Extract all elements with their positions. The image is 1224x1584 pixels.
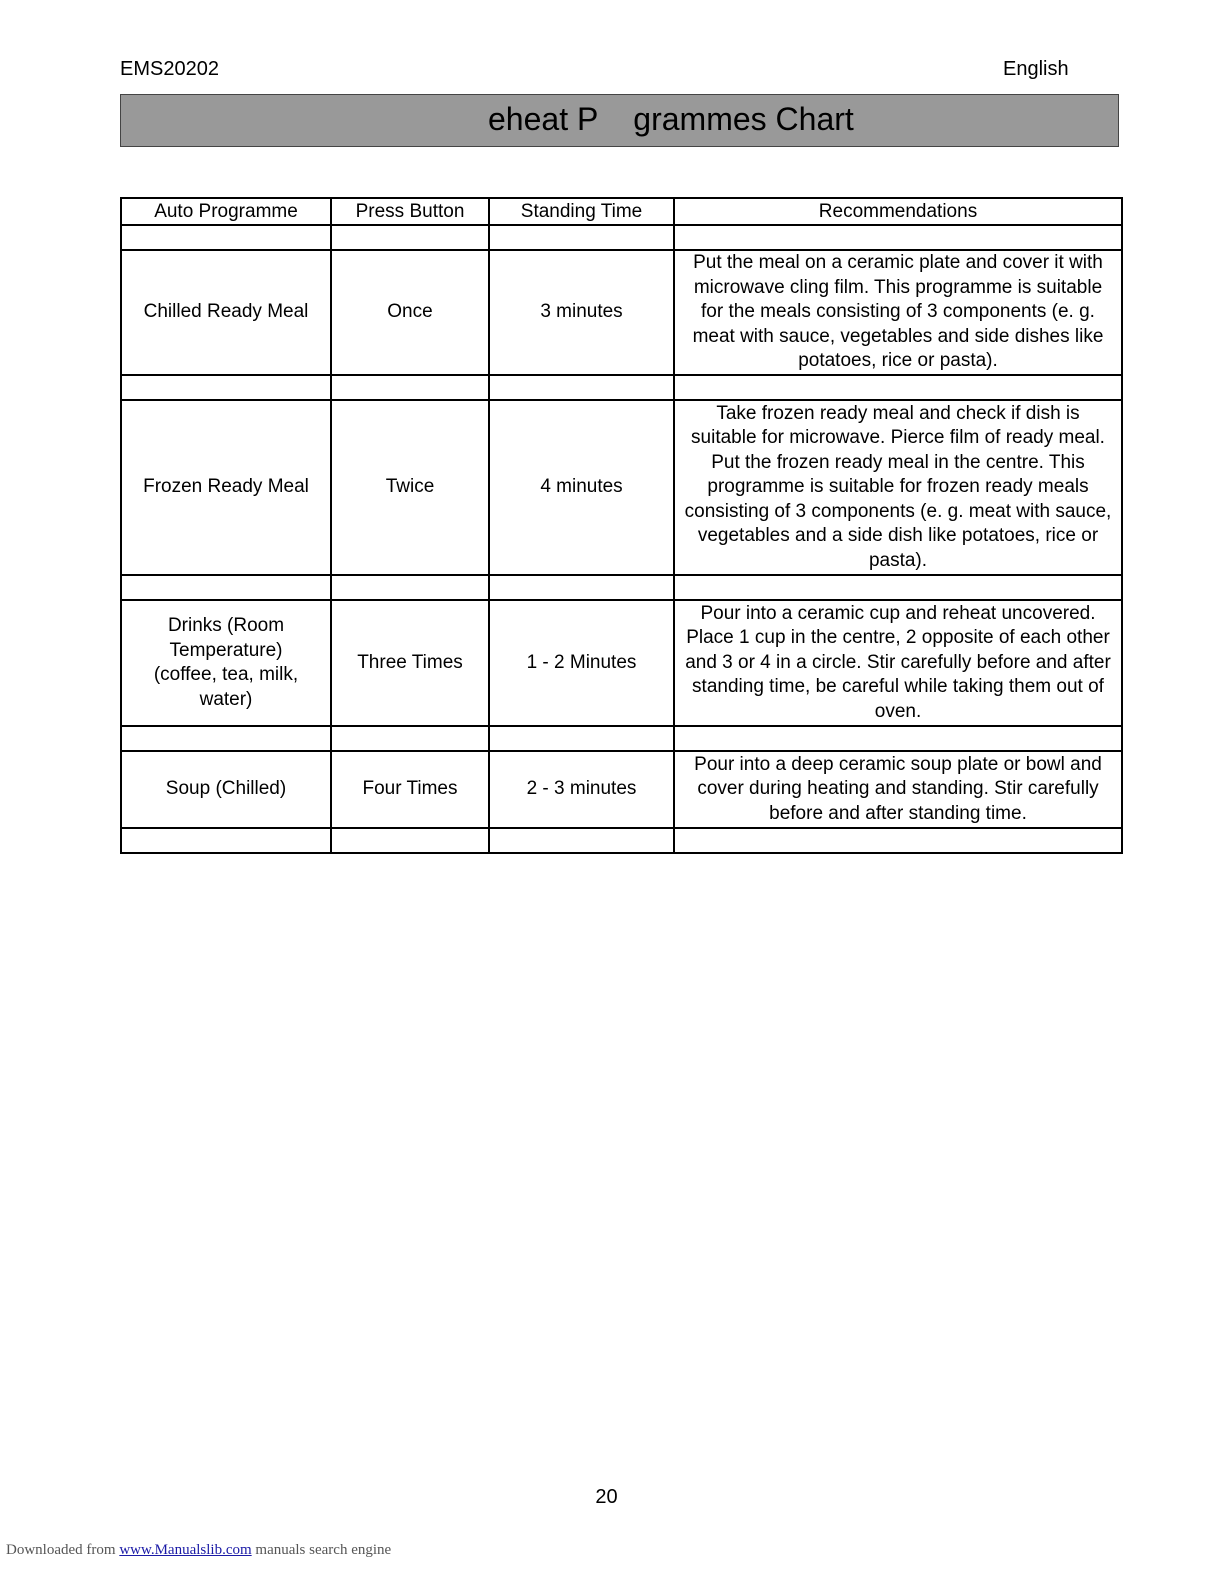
column-header: Standing Time — [489, 198, 674, 225]
spacer-row — [121, 225, 1122, 250]
recommendation-cell: Pour into a deep ceramic soup plate or bowl and cover during heating and standing. Stir carefully before and after standing time. — [674, 751, 1122, 828]
spacer-row — [121, 375, 1122, 400]
press-cell: Three Times — [331, 600, 489, 726]
column-header: Recommendations — [674, 198, 1122, 225]
programme-name: Drinks (Room Temperature) — [167, 615, 285, 661]
table-header-row — [121, 198, 1122, 225]
press-cell: Twice — [331, 400, 489, 575]
programme-name: Chilled Ready Meal — [143, 301, 309, 323]
programme-name: Soup (Chilled) — [165, 778, 287, 800]
footer-suffix: manuals search engine — [255, 1542, 392, 1558]
standing-cell: 1 - 2 Minutes — [489, 600, 674, 726]
column-header: Auto Programme — [121, 198, 331, 225]
programme-cell — [121, 751, 331, 828]
manualslib-link[interactable]: www.Manualslib.com — [119, 1542, 252, 1558]
spacer-row — [121, 575, 1122, 600]
recommendation-cell: Pour into a ceramic cup and reheat uncovered. Place 1 cup in the centre, 2 opposite of each other and 3 or 4 in a circle. Stir carefully before and after standing time, be careful while taking them out of oven. — [674, 600, 1122, 726]
language-label: English — [1003, 58, 1069, 80]
standing-cell: 4 minutes — [489, 400, 674, 575]
page-number: 20 — [595, 1486, 618, 1508]
standing-cell: 2 - 3 minutes — [489, 751, 674, 828]
page-title: eheat P grammes Chart — [488, 101, 854, 137]
table-row — [121, 600, 1122, 726]
press-cell: Once — [331, 250, 489, 375]
programme-cell — [121, 250, 331, 375]
standing-cell: 3 minutes — [489, 250, 674, 375]
programme-cell — [121, 600, 331, 726]
table-row — [121, 751, 1122, 828]
press-cell: Four Times — [331, 751, 489, 828]
spacer-row — [121, 726, 1122, 751]
recommendation-cell: Put the meal on a ceramic plate and cover it with microwave cling film. This programme is suitable for the meals consisting of 3 components (e. g. meat with sauce, vegetables and side dishes like potatoes, rice or pasta). — [674, 250, 1122, 375]
programme-name: Frozen Ready Meal — [143, 476, 309, 498]
column-header: Press Button — [331, 198, 489, 225]
spacer-row — [121, 828, 1122, 853]
table-row — [121, 250, 1122, 375]
footer-prefix: Downloaded from — [6, 1542, 116, 1558]
download-footer — [6, 1542, 391, 1559]
model-number: EMS20202 — [120, 58, 219, 80]
recommendation-cell: Take frozen ready meal and check if dish is suitable for microwave. Pierce film of ready meal. Put the frozen ready meal in the centre. This programme is suitable for frozen ready meals consisting of 3 components (e. g. meat with sauce, vegetables and a side dish like potatoes, rice or pasta). — [674, 400, 1122, 575]
table-row — [121, 400, 1122, 575]
reheat-programmes-table — [120, 197, 1123, 854]
programme-cell — [121, 400, 331, 575]
programme-note: (coffee, tea, milk, water) — [153, 664, 299, 710]
